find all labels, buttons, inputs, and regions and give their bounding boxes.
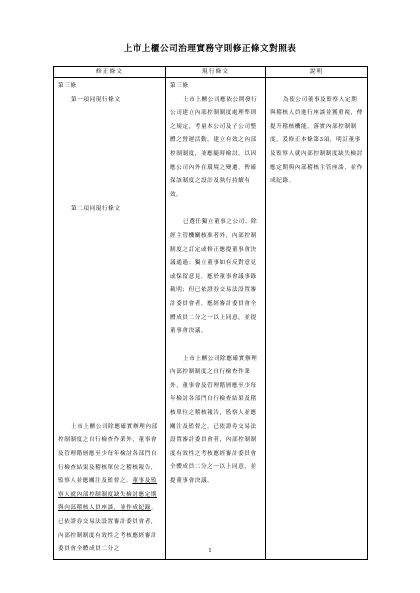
header-current: 現行條文 [166,67,266,78]
current-cell [166,78,266,560]
amended-row3-underlined: 董事及監察人就內部控制制度缺失檢討應定期與內部稽核人員座談，並作成紀錄 [58,478,158,512]
amended-row2-text: 第二項同現行條文 [71,206,121,213]
amended-row3-text [58,421,161,557]
amended-article-label: 第三條 [58,83,77,89]
table-row [54,78,368,560]
amended-row3-after: 。已依證券交易法設置審計委員會者，內部控制制度有效性之考核應經審計委員會全體成員二分之 [58,505,158,553]
current-row2-text: 已選任獨立董事之公司、除經主管機關核准者外，內部控制制度之訂定或修正應提董事會決議通過；獨立董事如有反對意見或保留意見，應於董事會議事錄載明；但已依證券交易法設置審計委員會者，應經審計委員會全體成員二分之一以上同意，並提董事會決議。 [170,219,258,335]
amended-row3-before: 上市上櫃公司除應確實辦理內部控制制度之自行檢查作業外，董事會及管理階層應至少每年檢討各部門自行檢查結果及稽核單位之稽核報告，監察人並應關注及監督之。 [58,423,158,485]
table-header-row [54,67,368,78]
amended-cell [54,78,166,560]
page-number: 1 [208,548,212,554]
current-row3-text: 上市上櫃公司除應確實辦理內部控制制度之自行檢查作業外，董事會及管理階層應至少每年檢討各部門自行檢查結果及稽核單位之稽核報告，監察人並應關注及監督之。已依證券交易法設置審計委員會者，內部控制制度有效性之考核應經審計委員會全體成員二分之一以上同意，並提董事會決議。 [170,355,258,485]
header-explanation: 說明 [266,67,368,78]
current-row1-text: 上市上櫃公司應依公開發行公司建立內部控制制度處理準則之規定，考量本公司及子公司整體之營運活動，建立有效之內部控制制度，並應隨時檢討，以因應公司內外在環境之變遷，俾確保該制度之設計及執行持續有效。 [170,96,258,198]
current-article-label: 第三條 [170,83,189,89]
comparison-table [53,66,368,560]
explanation-text: 為使公司董事及監察人定期與稽核人員進行座談並獲重視，俾提升稽核機能，落實內部控制制度，爰修正本條第3項，明訂董事及監察人就內部控制制度缺失檢討應定期與內部稽核主管座談，並作成紀錄。 [270,96,363,185]
explanation-cell [266,78,368,560]
amended-row1-text: 第一項同現行條文 [71,96,121,103]
header-amended: 修正條文 [54,67,166,78]
document-title: 上市上櫃公司治理實務守則修正條文對照表 [123,44,297,54]
